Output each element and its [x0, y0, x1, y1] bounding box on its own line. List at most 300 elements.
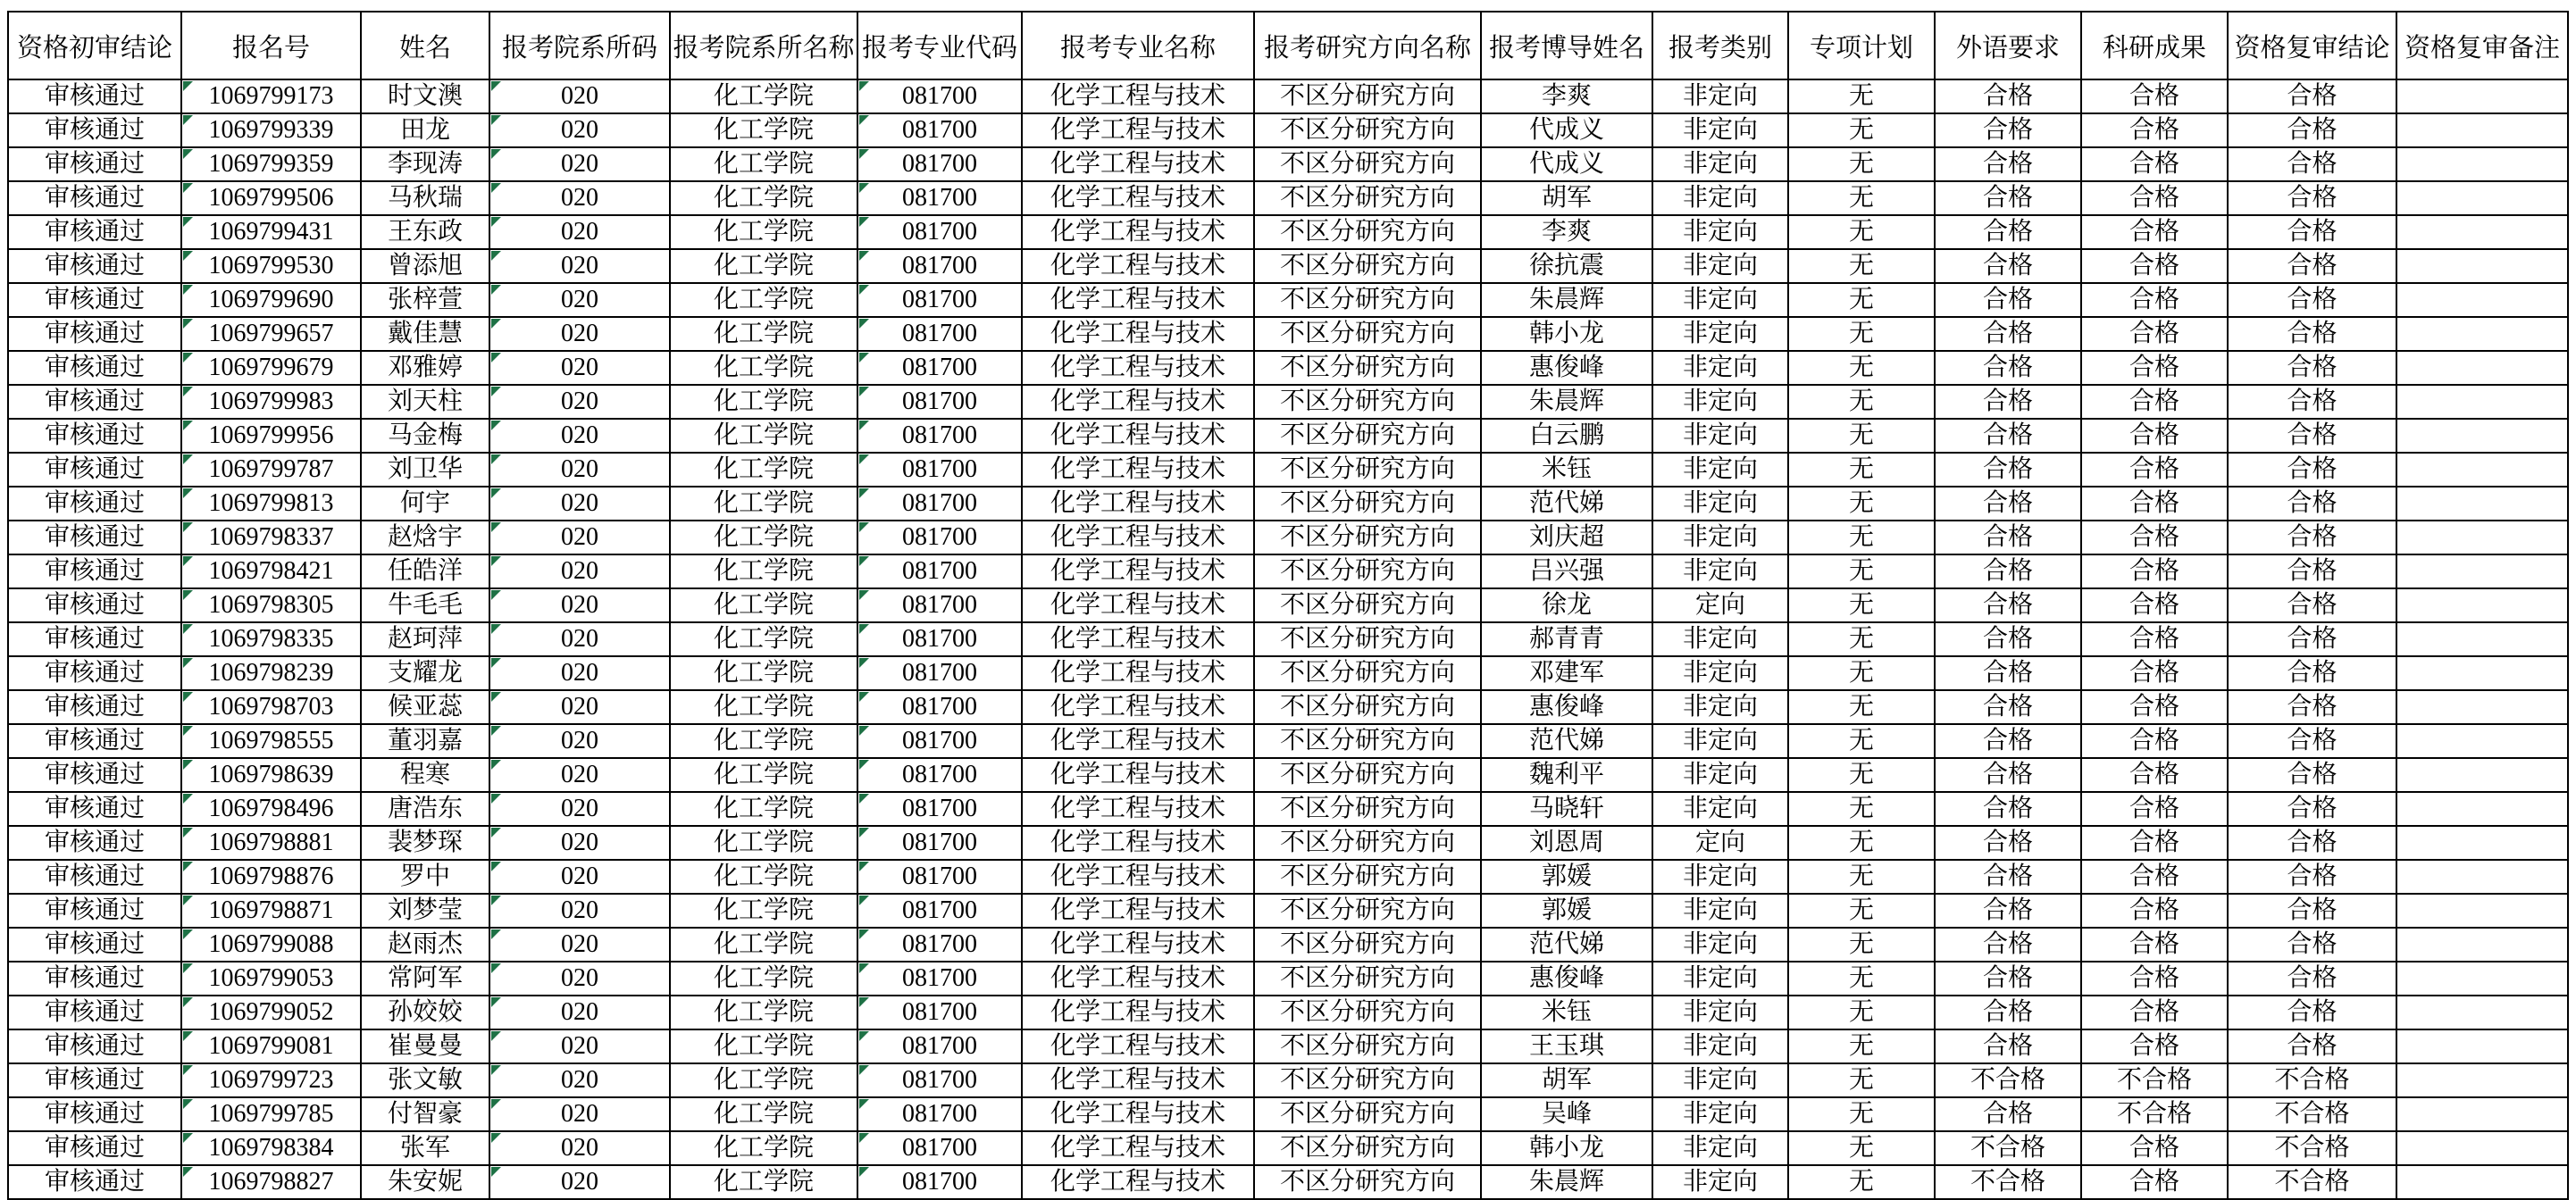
cell-category: 非定向 [1652, 962, 1788, 996]
cell-dept-name: 化工学院 [670, 928, 857, 962]
cell-category: 非定向 [1652, 453, 1788, 487]
cell-major-name: 化学工程与技术 [1022, 690, 1254, 724]
cell-foreign-lang: 合格 [1935, 181, 2081, 215]
cell-supervisor: 范代娣 [1481, 724, 1652, 758]
cell-foreign-lang: 合格 [1935, 894, 2081, 928]
cell-major-code: 081700 [857, 1097, 1022, 1131]
cell-name: 何宇 [361, 487, 489, 521]
cell-remark [2396, 283, 2568, 317]
cell-supervisor: 朱晨辉 [1481, 1165, 1652, 1199]
cell-initial-review: 审核通过 [8, 79, 181, 113]
cell-direction: 不区分研究方向 [1254, 487, 1481, 521]
cell-supervisor: 马晓轩 [1481, 792, 1652, 826]
cell-special-plan: 无 [1788, 385, 1935, 419]
cell-special-plan: 无 [1788, 656, 1935, 690]
cell-reg-no: 1069799690 [181, 283, 361, 317]
cell-dept-code: 020 [489, 113, 670, 147]
cell-dept-code: 020 [489, 860, 670, 894]
cell-major-name: 化学工程与技术 [1022, 622, 1254, 656]
cell-research: 合格 [2081, 962, 2228, 996]
cell-reg-no: 1069799339 [181, 113, 361, 147]
cell-dept-name: 化工学院 [670, 996, 857, 1029]
cell-direction: 不区分研究方向 [1254, 385, 1481, 419]
cell-remark [2396, 622, 2568, 656]
cell-research: 合格 [2081, 521, 2228, 554]
cell-initial-review: 审核通过 [8, 317, 181, 351]
cell-category: 非定向 [1652, 113, 1788, 147]
cell-supervisor: 徐龙 [1481, 588, 1652, 622]
cell-research: 合格 [2081, 1029, 2228, 1063]
cell-category: 非定向 [1652, 419, 1788, 453]
cell-major-code: 081700 [857, 622, 1022, 656]
cell-re-review: 合格 [2228, 826, 2396, 860]
cell-dept-name: 化工学院 [670, 622, 857, 656]
cell-major-name: 化学工程与技术 [1022, 317, 1254, 351]
table-row [8, 962, 2568, 996]
cell-reg-no: 1069798421 [181, 554, 361, 588]
cell-dept-code: 020 [489, 758, 670, 792]
table-row [8, 351, 2568, 385]
cell-supervisor: 刘恩周 [1481, 826, 1652, 860]
cell-major-code: 081700 [857, 962, 1022, 996]
cell-reg-no: 1069798827 [181, 1165, 361, 1199]
cell-special-plan: 无 [1788, 894, 1935, 928]
cell-initial-review: 审核通过 [8, 147, 181, 181]
cell-supervisor: 王玉琪 [1481, 1029, 1652, 1063]
cell-initial-review: 审核通过 [8, 351, 181, 385]
cell-remark [2396, 1063, 2568, 1097]
cell-dept-name: 化工学院 [670, 656, 857, 690]
col-header-special-plan: 专项计划 [1788, 12, 1935, 79]
cell-re-review: 合格 [2228, 453, 2396, 487]
cell-name: 马秋瑞 [361, 181, 489, 215]
cell-remark [2396, 656, 2568, 690]
cell-research: 合格 [2081, 690, 2228, 724]
cell-initial-review: 审核通过 [8, 656, 181, 690]
cell-name: 马金梅 [361, 419, 489, 453]
spreadsheet [7, 11, 2569, 1200]
cell-re-review: 不合格 [2228, 1165, 2396, 1199]
table-row [8, 317, 2568, 351]
cell-direction: 不区分研究方向 [1254, 1131, 1481, 1165]
cell-research: 合格 [2081, 758, 2228, 792]
cell-category: 定向 [1652, 826, 1788, 860]
cell-category: 非定向 [1652, 1165, 1788, 1199]
cell-reg-no: 1069799053 [181, 962, 361, 996]
cell-special-plan: 无 [1788, 1063, 1935, 1097]
cell-remark [2396, 1097, 2568, 1131]
cell-remark [2396, 1165, 2568, 1199]
cell-foreign-lang: 合格 [1935, 453, 2081, 487]
table-row [8, 622, 2568, 656]
cell-special-plan: 无 [1788, 928, 1935, 962]
col-header-dept-name: 报考院系所名称 [670, 12, 857, 79]
cell-category: 非定向 [1652, 1131, 1788, 1165]
cell-major-code: 081700 [857, 758, 1022, 792]
cell-name: 候亚蕊 [361, 690, 489, 724]
cell-name: 李现涛 [361, 147, 489, 181]
cell-research: 合格 [2081, 860, 2228, 894]
cell-category: 非定向 [1652, 724, 1788, 758]
table-row [8, 996, 2568, 1029]
cell-name: 牛毛毛 [361, 588, 489, 622]
cell-name: 赵雨杰 [361, 928, 489, 962]
cell-supervisor: 代成义 [1481, 147, 1652, 181]
cell-research: 合格 [2081, 147, 2228, 181]
cell-name: 唐浩东 [361, 792, 489, 826]
cell-remark [2396, 487, 2568, 521]
cell-reg-no: 1069799787 [181, 453, 361, 487]
cell-name: 朱安妮 [361, 1165, 489, 1199]
cell-special-plan: 无 [1788, 826, 1935, 860]
cell-re-review: 合格 [2228, 181, 2396, 215]
cell-category: 非定向 [1652, 860, 1788, 894]
cell-initial-review: 审核通过 [8, 554, 181, 588]
cell-initial-review: 审核通过 [8, 215, 181, 249]
cell-dept-code: 020 [489, 894, 670, 928]
cell-supervisor: 李爽 [1481, 215, 1652, 249]
cell-foreign-lang: 合格 [1935, 147, 2081, 181]
cell-foreign-lang: 合格 [1935, 860, 2081, 894]
cell-special-plan: 无 [1788, 1029, 1935, 1063]
cell-dept-name: 化工学院 [670, 1063, 857, 1097]
cell-initial-review: 审核通过 [8, 1131, 181, 1165]
cell-initial-review: 审核通过 [8, 487, 181, 521]
cell-reg-no: 1069798703 [181, 690, 361, 724]
cell-foreign-lang: 不合格 [1935, 1131, 2081, 1165]
cell-special-plan: 无 [1788, 792, 1935, 826]
cell-research: 合格 [2081, 826, 2228, 860]
cell-foreign-lang: 合格 [1935, 521, 2081, 554]
cell-dept-code: 020 [489, 554, 670, 588]
cell-major-code: 081700 [857, 419, 1022, 453]
cell-supervisor: 徐抗震 [1481, 249, 1652, 283]
cell-name: 赵焓宇 [361, 521, 489, 554]
table-row [8, 690, 2568, 724]
cell-re-review: 合格 [2228, 419, 2396, 453]
cell-re-review: 合格 [2228, 1029, 2396, 1063]
cell-re-review: 合格 [2228, 487, 2396, 521]
cell-major-code: 081700 [857, 521, 1022, 554]
cell-name: 董羽嘉 [361, 724, 489, 758]
cell-major-name: 化学工程与技术 [1022, 962, 1254, 996]
cell-research: 合格 [2081, 588, 2228, 622]
cell-category: 非定向 [1652, 1097, 1788, 1131]
col-header-research: 科研成果 [2081, 12, 2228, 79]
cell-foreign-lang: 合格 [1935, 419, 2081, 453]
cell-dept-name: 化工学院 [670, 758, 857, 792]
cell-dept-name: 化工学院 [670, 792, 857, 826]
table-row [8, 487, 2568, 521]
cell-major-name: 化学工程与技术 [1022, 724, 1254, 758]
cell-dept-name: 化工学院 [670, 724, 857, 758]
cell-name: 张梓萱 [361, 283, 489, 317]
cell-special-plan: 无 [1788, 249, 1935, 283]
cell-supervisor: 魏利平 [1481, 758, 1652, 792]
cell-initial-review: 审核通过 [8, 1063, 181, 1097]
cell-dept-code: 020 [489, 928, 670, 962]
cell-major-code: 081700 [857, 181, 1022, 215]
cell-major-name: 化学工程与技术 [1022, 283, 1254, 317]
cell-initial-review: 审核通过 [8, 588, 181, 622]
cell-research: 合格 [2081, 215, 2228, 249]
cell-category: 非定向 [1652, 249, 1788, 283]
cell-special-plan: 无 [1788, 351, 1935, 385]
cell-category: 非定向 [1652, 521, 1788, 554]
table-row [8, 1131, 2568, 1165]
cell-re-review: 合格 [2228, 792, 2396, 826]
table-row [8, 283, 2568, 317]
cell-category: 非定向 [1652, 894, 1788, 928]
cell-remark [2396, 860, 2568, 894]
cell-name: 张文敏 [361, 1063, 489, 1097]
cell-dept-code: 020 [489, 249, 670, 283]
cell-direction: 不区分研究方向 [1254, 453, 1481, 487]
cell-reg-no: 1069798239 [181, 656, 361, 690]
cell-dept-code: 020 [489, 1131, 670, 1165]
cell-research: 合格 [2081, 249, 2228, 283]
cell-name: 曾添旭 [361, 249, 489, 283]
cell-dept-name: 化工学院 [670, 249, 857, 283]
cell-research: 合格 [2081, 1131, 2228, 1165]
cell-supervisor: 白云鹏 [1481, 419, 1652, 453]
cell-initial-review: 审核通过 [8, 1029, 181, 1063]
cell-major-code: 081700 [857, 317, 1022, 351]
cell-research: 合格 [2081, 894, 2228, 928]
table-row [8, 249, 2568, 283]
cell-major-name: 化学工程与技术 [1022, 1029, 1254, 1063]
cell-direction: 不区分研究方向 [1254, 588, 1481, 622]
cell-remark [2396, 724, 2568, 758]
cell-re-review: 合格 [2228, 588, 2396, 622]
cell-remark [2396, 1131, 2568, 1165]
cell-major-code: 081700 [857, 351, 1022, 385]
cell-special-plan: 无 [1788, 622, 1935, 656]
cell-foreign-lang: 合格 [1935, 826, 2081, 860]
cell-remark [2396, 385, 2568, 419]
cell-major-name: 化学工程与技术 [1022, 419, 1254, 453]
cell-special-plan: 无 [1788, 1131, 1935, 1165]
cell-major-name: 化学工程与技术 [1022, 351, 1254, 385]
cell-major-name: 化学工程与技术 [1022, 826, 1254, 860]
cell-dept-code: 020 [489, 419, 670, 453]
cell-major-code: 081700 [857, 894, 1022, 928]
cell-name: 刘梦莹 [361, 894, 489, 928]
cell-name: 孙姣姣 [361, 996, 489, 1029]
cell-re-review: 合格 [2228, 351, 2396, 385]
cell-special-plan: 无 [1788, 690, 1935, 724]
table-row [8, 860, 2568, 894]
cell-direction: 不区分研究方向 [1254, 147, 1481, 181]
cell-reg-no: 1069799431 [181, 215, 361, 249]
cell-major-code: 081700 [857, 928, 1022, 962]
cell-category: 非定向 [1652, 554, 1788, 588]
cell-category: 非定向 [1652, 690, 1788, 724]
cell-reg-no: 1069798384 [181, 1131, 361, 1165]
cell-direction: 不区分研究方向 [1254, 554, 1481, 588]
cell-dept-code: 020 [489, 181, 670, 215]
cell-research: 合格 [2081, 487, 2228, 521]
cell-initial-review: 审核通过 [8, 724, 181, 758]
cell-dept-code: 020 [489, 147, 670, 181]
cell-remark [2396, 894, 2568, 928]
cell-research: 合格 [2081, 385, 2228, 419]
cell-direction: 不区分研究方向 [1254, 351, 1481, 385]
cell-re-review: 不合格 [2228, 1131, 2396, 1165]
cell-dept-code: 020 [489, 690, 670, 724]
cell-dept-name: 化工学院 [670, 283, 857, 317]
cell-research: 合格 [2081, 317, 2228, 351]
cell-direction: 不区分研究方向 [1254, 283, 1481, 317]
cell-major-name: 化学工程与技术 [1022, 453, 1254, 487]
cell-direction: 不区分研究方向 [1254, 419, 1481, 453]
cell-direction: 不区分研究方向 [1254, 1063, 1481, 1097]
cell-initial-review: 审核通过 [8, 283, 181, 317]
cell-name: 任皓洋 [361, 554, 489, 588]
cell-name: 刘卫华 [361, 453, 489, 487]
cell-major-name: 化学工程与技术 [1022, 996, 1254, 1029]
cell-reg-no: 1069798335 [181, 622, 361, 656]
cell-dept-name: 化工学院 [670, 79, 857, 113]
cell-initial-review: 审核通过 [8, 1165, 181, 1199]
cell-major-name: 化学工程与技术 [1022, 894, 1254, 928]
cell-major-code: 081700 [857, 385, 1022, 419]
cell-research: 合格 [2081, 113, 2228, 147]
cell-initial-review: 审核通过 [8, 181, 181, 215]
table-row [8, 826, 2568, 860]
cell-major-name: 化学工程与技术 [1022, 147, 1254, 181]
cell-category: 非定向 [1652, 215, 1788, 249]
cell-foreign-lang: 合格 [1935, 996, 2081, 1029]
cell-initial-review: 审核通过 [8, 521, 181, 554]
cell-special-plan: 无 [1788, 215, 1935, 249]
cell-name: 裴梦琛 [361, 826, 489, 860]
col-header-major-code: 报考专业代码 [857, 12, 1022, 79]
cell-research: 合格 [2081, 181, 2228, 215]
cell-foreign-lang: 合格 [1935, 962, 2081, 996]
cell-re-review: 合格 [2228, 860, 2396, 894]
cell-remark [2396, 419, 2568, 453]
cell-major-name: 化学工程与技术 [1022, 181, 1254, 215]
table-row [8, 1063, 2568, 1097]
table-row [8, 113, 2568, 147]
cell-research: 合格 [2081, 79, 2228, 113]
cell-name: 罗中 [361, 860, 489, 894]
cell-special-plan: 无 [1788, 283, 1935, 317]
table-row [8, 1029, 2568, 1063]
cell-re-review: 合格 [2228, 724, 2396, 758]
cell-initial-review: 审核通过 [8, 249, 181, 283]
col-header-name: 姓名 [361, 12, 489, 79]
cell-major-code: 081700 [857, 826, 1022, 860]
cell-remark [2396, 928, 2568, 962]
cell-re-review: 合格 [2228, 996, 2396, 1029]
cell-reg-no: 1069799530 [181, 249, 361, 283]
cell-re-review: 合格 [2228, 962, 2396, 996]
cell-dept-code: 020 [489, 385, 670, 419]
cell-major-name: 化学工程与技术 [1022, 521, 1254, 554]
cell-supervisor: 邓建军 [1481, 656, 1652, 690]
cell-foreign-lang: 合格 [1935, 656, 2081, 690]
cell-dept-name: 化工学院 [670, 215, 857, 249]
cell-research: 合格 [2081, 1165, 2228, 1199]
cell-supervisor: 范代娣 [1481, 928, 1652, 962]
cell-reg-no: 1069799081 [181, 1029, 361, 1063]
cell-name: 王东政 [361, 215, 489, 249]
cell-supervisor: 韩小龙 [1481, 1131, 1652, 1165]
header-row [8, 12, 2568, 79]
cell-re-review: 合格 [2228, 928, 2396, 962]
cell-dept-name: 化工学院 [670, 487, 857, 521]
cell-category: 非定向 [1652, 385, 1788, 419]
cell-dept-name: 化工学院 [670, 690, 857, 724]
cell-major-code: 081700 [857, 724, 1022, 758]
cell-dept-name: 化工学院 [670, 1131, 857, 1165]
cell-re-review: 合格 [2228, 656, 2396, 690]
cell-supervisor: 米钰 [1481, 453, 1652, 487]
cell-research: 合格 [2081, 554, 2228, 588]
cell-direction: 不区分研究方向 [1254, 113, 1481, 147]
cell-foreign-lang: 合格 [1935, 215, 2081, 249]
cell-initial-review: 审核通过 [8, 453, 181, 487]
cell-foreign-lang: 不合格 [1935, 1063, 2081, 1097]
cell-special-plan: 无 [1788, 554, 1935, 588]
cell-initial-review: 审核通过 [8, 690, 181, 724]
cell-name: 刘天柱 [361, 385, 489, 419]
cell-re-review: 合格 [2228, 894, 2396, 928]
cell-remark [2396, 453, 2568, 487]
cell-direction: 不区分研究方向 [1254, 249, 1481, 283]
cell-supervisor: 郭媛 [1481, 894, 1652, 928]
cell-dept-name: 化工学院 [670, 588, 857, 622]
cell-major-code: 081700 [857, 656, 1022, 690]
cell-major-code: 081700 [857, 487, 1022, 521]
cell-special-plan: 无 [1788, 113, 1935, 147]
cell-major-name: 化学工程与技术 [1022, 215, 1254, 249]
cell-foreign-lang: 合格 [1935, 1029, 2081, 1063]
cell-dept-code: 020 [489, 215, 670, 249]
cell-name: 张军 [361, 1131, 489, 1165]
cell-special-plan: 无 [1788, 724, 1935, 758]
cell-remark [2396, 215, 2568, 249]
cell-dept-code: 020 [489, 283, 670, 317]
cell-re-review: 合格 [2228, 554, 2396, 588]
cell-foreign-lang: 合格 [1935, 113, 2081, 147]
table-row [8, 588, 2568, 622]
cell-foreign-lang: 合格 [1935, 317, 2081, 351]
cell-reg-no: 1069798639 [181, 758, 361, 792]
cell-major-code: 081700 [857, 860, 1022, 894]
cell-major-code: 081700 [857, 1063, 1022, 1097]
cell-category: 非定向 [1652, 79, 1788, 113]
cell-re-review: 合格 [2228, 521, 2396, 554]
cell-category: 非定向 [1652, 351, 1788, 385]
cell-category: 非定向 [1652, 928, 1788, 962]
cell-name: 支耀龙 [361, 656, 489, 690]
cell-category: 非定向 [1652, 1029, 1788, 1063]
cell-direction: 不区分研究方向 [1254, 962, 1481, 996]
cell-reg-no: 1069799679 [181, 351, 361, 385]
cell-direction: 不区分研究方向 [1254, 860, 1481, 894]
cell-dept-code: 020 [489, 656, 670, 690]
table-row [8, 453, 2568, 487]
cell-dept-code: 020 [489, 588, 670, 622]
cell-major-code: 081700 [857, 792, 1022, 826]
cell-reg-no: 1069798337 [181, 521, 361, 554]
cell-major-code: 081700 [857, 690, 1022, 724]
cell-remark [2396, 962, 2568, 996]
cell-foreign-lang: 合格 [1935, 249, 2081, 283]
